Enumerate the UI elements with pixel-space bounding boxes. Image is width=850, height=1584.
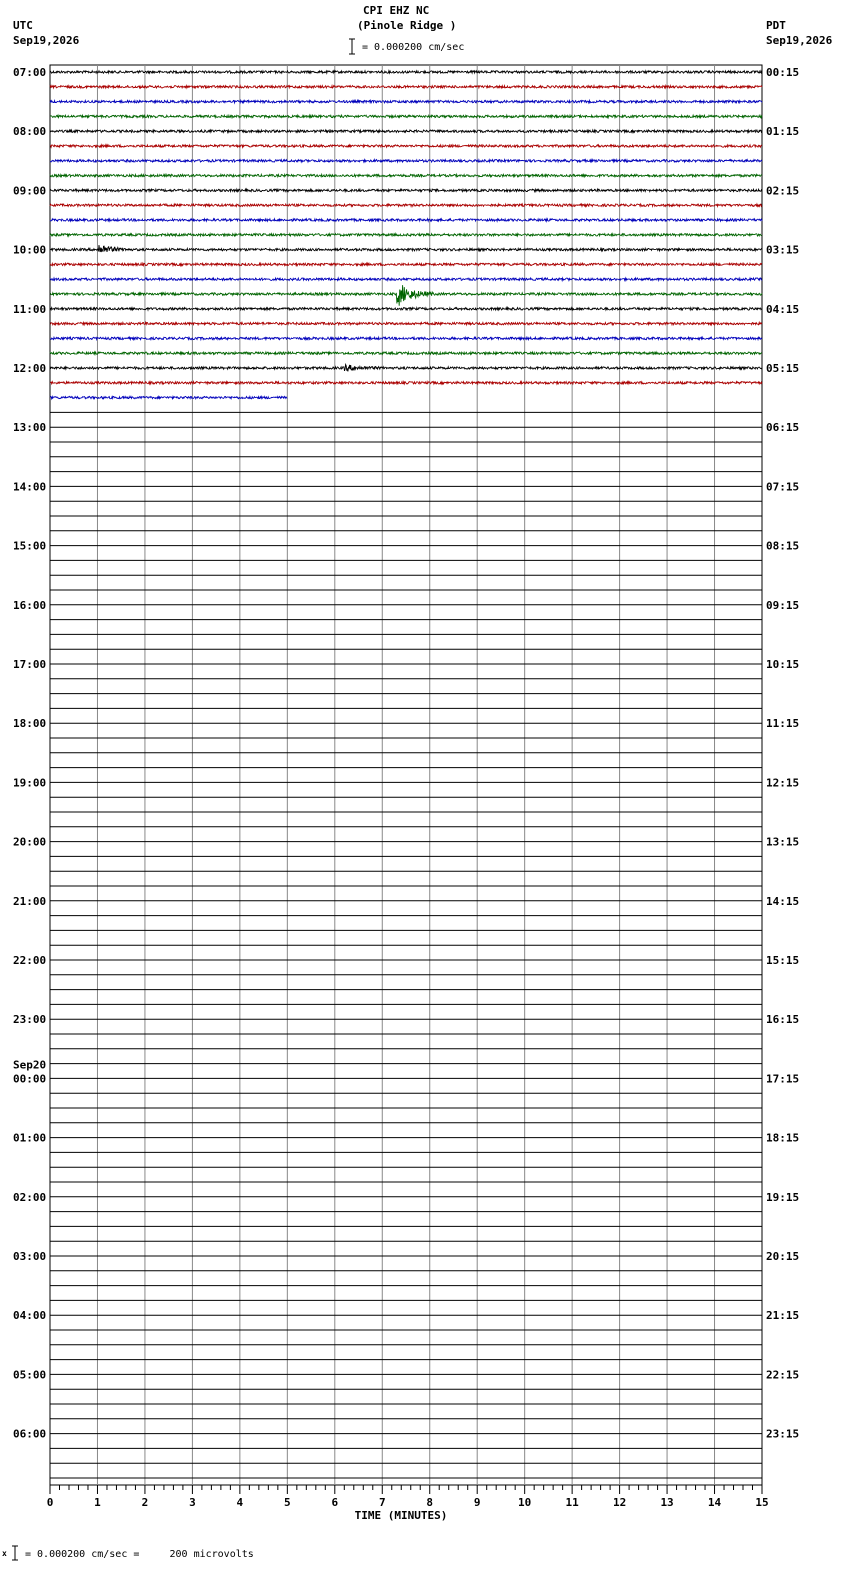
x-tick-label: 6 [331, 1496, 339, 1509]
local-hour-label: 00:15 [766, 66, 800, 79]
seismic-trace [50, 337, 762, 339]
footer-scale-text: = 0.000200 cm/sec = 200 microvolts [25, 1549, 254, 1560]
local-date: Sep19,2026 [766, 34, 833, 47]
seismic-traces [50, 71, 762, 1478]
local-timezone: PDT [766, 19, 786, 32]
seismic-trace [50, 234, 762, 236]
station-title: CPI EHZ NC [363, 4, 430, 17]
utc-hour-label: 20:00 [13, 835, 47, 849]
date-change-label: Sep20 [13, 1058, 47, 1072]
plot-frame [50, 65, 762, 1485]
seismic-trace [50, 204, 762, 206]
utc-hour-label: 01:00 [13, 1131, 47, 1145]
utc-hour-label: 17:00 [13, 658, 47, 671]
seismic-trace [50, 115, 762, 117]
utc-hour-label: 21:00 [13, 894, 47, 908]
utc-hour-label: 11:00 [13, 302, 47, 316]
local-hour-label: 04:15 [766, 302, 800, 316]
utc-date: Sep19,2026 [13, 34, 80, 47]
x-tick-label: 0 [46, 1496, 54, 1509]
utc-hour-label: 18:00 [13, 717, 47, 731]
x-tick-label: 5 [284, 1496, 291, 1509]
utc-hour-label: 14:00 [13, 480, 47, 494]
utc-hour-label: 23:00 [13, 1013, 47, 1027]
seismic-trace [50, 322, 762, 324]
local-hour-label: 05:15 [766, 362, 800, 375]
seismic-trace [50, 71, 762, 73]
local-hour-label: 20:15 [766, 1250, 800, 1263]
x-tick-label: 12 [612, 1496, 627, 1509]
local-hour-label: 02:15 [766, 184, 800, 198]
seismic-trace [50, 100, 762, 102]
local-hour-label: 10:15 [766, 658, 800, 671]
x-tick-label: 4 [236, 1496, 244, 1509]
seismic-trace [50, 130, 762, 132]
utc-hour-label: 05:00 [13, 1368, 47, 1382]
utc-hour-label: 19:00 [13, 776, 47, 790]
local-hour-label: 16:15 [766, 1013, 800, 1027]
utc-hour-label: 03:00 [13, 1250, 47, 1263]
seismic-trace [50, 263, 762, 265]
footer-prefix: x [2, 1549, 7, 1558]
seismic-trace [50, 396, 287, 398]
seismic-trace [50, 365, 762, 372]
scale-label: = 0.000200 cm/sec [362, 42, 465, 53]
seismic-trace [50, 219, 762, 221]
local-hour-label: 18:15 [766, 1131, 800, 1145]
x-tick-label: 10 [518, 1496, 532, 1509]
utc-hour-label: 12:00 [13, 362, 47, 375]
seismic-trace [50, 308, 762, 310]
seismic-trace [50, 278, 762, 280]
x-axis [47, 1485, 769, 1522]
seismic-trace [50, 352, 762, 354]
utc-hour-label: 15:00 [13, 539, 47, 553]
utc-hour-label: 09:00 [13, 184, 47, 198]
seismic-trace [50, 145, 762, 147]
seismic-trace [50, 245, 762, 252]
x-tick-label: 8 [426, 1496, 434, 1509]
seismic-trace [50, 189, 762, 191]
utc-hour-label: 00:00 [13, 1072, 47, 1086]
local-hour-label: 14:15 [766, 894, 800, 908]
x-tick-label: 15 [755, 1496, 769, 1509]
local-hour-label: 06:15 [766, 421, 800, 435]
local-hour-label: 13:15 [766, 835, 800, 849]
local-hour-label: 15:15 [766, 954, 800, 967]
seismic-trace [50, 86, 762, 88]
local-hour-label: 21:15 [766, 1309, 800, 1323]
seismic-trace [50, 160, 762, 162]
local-hour-label: 23:15 [766, 1427, 800, 1441]
plot-grid [50, 65, 762, 1485]
local-hour-label: 07:15 [766, 480, 800, 494]
x-tick-label: 9 [473, 1496, 481, 1509]
local-hour-label: 17:15 [766, 1072, 800, 1086]
local-hour-label: 11:15 [766, 717, 800, 731]
utc-hour-label: 08:00 [13, 125, 47, 139]
local-hour-label: 09:15 [766, 598, 800, 612]
x-tick-label: 13 [660, 1496, 674, 1509]
utc-hour-label: 16:00 [13, 598, 47, 612]
utc-hour-label: 10:00 [13, 243, 47, 257]
local-hour-label: 01:15 [766, 125, 800, 139]
seismic-trace [50, 285, 762, 306]
seismic-trace [50, 174, 762, 176]
station-location: (Pinole Ridge ) [357, 19, 457, 32]
scale-bar-icon [349, 39, 355, 54]
x-tick-label: 3 [189, 1496, 196, 1509]
seismic-trace [50, 382, 762, 384]
utc-hour-label: 13:00 [13, 421, 47, 435]
x-tick-label: 14 [707, 1496, 722, 1509]
local-hour-label: 03:15 [766, 243, 800, 257]
x-axis-title: TIME (MINUTES) [354, 1509, 448, 1522]
utc-hour-label: 06:00 [13, 1427, 47, 1441]
local-hour-label: 08:15 [766, 539, 800, 553]
utc-hour-label: 07:00 [13, 66, 47, 79]
x-tick-label: 7 [378, 1496, 386, 1509]
utc-hour-label: 02:00 [13, 1190, 47, 1204]
local-hour-label: 12:15 [766, 776, 800, 790]
local-hour-label: 19:15 [766, 1190, 800, 1204]
footer-scale-bar-icon [12, 1546, 18, 1560]
local-hour-label: 22:15 [766, 1368, 800, 1382]
x-tick-label: 1 [94, 1496, 101, 1509]
x-tick-label: 2 [141, 1496, 149, 1509]
utc-hour-label: 04:00 [13, 1309, 47, 1323]
x-tick-label: 11 [565, 1496, 579, 1509]
utc-hour-label: 22:00 [13, 954, 47, 967]
utc-timezone: UTC [13, 19, 33, 32]
